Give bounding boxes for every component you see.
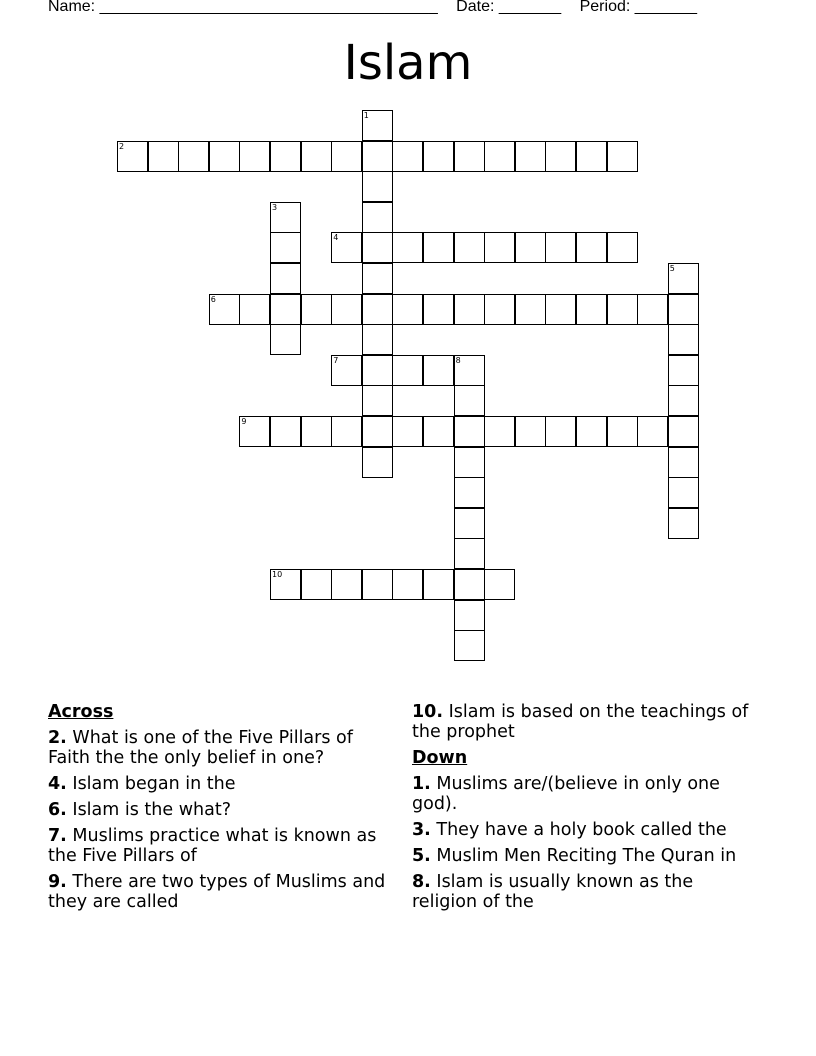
grid-cell[interactable]	[362, 141, 393, 172]
grid-cell[interactable]	[239, 141, 270, 172]
grid-cell[interactable]	[668, 477, 699, 508]
clue-number-label: 3	[272, 202, 278, 212]
across-heading: Across	[48, 702, 114, 722]
clue-number-label: 5	[669, 264, 675, 273]
grid-cell[interactable]	[209, 141, 240, 172]
clue-number-label: 6	[210, 294, 216, 304]
grid-cell[interactable]	[362, 385, 393, 416]
grid-cell[interactable]	[362, 324, 393, 355]
puzzle-title: Islam	[343, 35, 473, 91]
grid-cell[interactable]	[178, 141, 209, 172]
clue-across-10: 10. Islam is based on the teachings of the prophet	[412, 702, 749, 742]
clue-across-9: 9. There are two types of Muslims and they are called	[48, 872, 386, 912]
grid-cell[interactable]	[576, 294, 607, 325]
grid-cell[interactable]	[331, 141, 362, 172]
grid-cell[interactable]	[331, 294, 362, 325]
grid-cell[interactable]	[331, 232, 362, 263]
grid-cell[interactable]	[270, 416, 301, 447]
grid-cell[interactable]	[362, 171, 393, 202]
grid-cell[interactable]	[331, 355, 362, 386]
grid-cell[interactable]	[515, 294, 546, 325]
grid-cell[interactable]	[239, 416, 270, 447]
grid-cell[interactable]	[515, 141, 546, 172]
grid-cell[interactable]	[668, 294, 699, 325]
grid-cell[interactable]	[301, 294, 332, 325]
grid-cell[interactable]	[362, 294, 393, 325]
grid-cell[interactable]	[362, 355, 393, 386]
grid-cell[interactable]	[454, 508, 485, 539]
grid-cell[interactable]	[454, 477, 485, 508]
clue-number-label: 4	[333, 233, 339, 243]
grid-cell[interactable]	[270, 263, 301, 294]
clue-down-1: 1. Muslims are/(believe in only one god).	[412, 774, 720, 814]
grid-cell[interactable]	[392, 355, 423, 386]
clue-number-label: 9	[241, 417, 247, 426]
grid-cell[interactable]	[392, 416, 423, 447]
grid-cell[interactable]	[668, 263, 699, 294]
grid-cell[interactable]	[270, 294, 301, 325]
grid-cell[interactable]	[454, 355, 485, 386]
grid-cell[interactable]	[423, 355, 454, 386]
clue-across-6: 6. Islam is the what?	[48, 800, 231, 820]
grid-cell[interactable]	[270, 232, 301, 263]
grid-cell[interactable]	[515, 416, 546, 447]
grid-cell[interactable]	[423, 294, 454, 325]
grid-cell[interactable]	[484, 416, 515, 447]
grid-cell[interactable]	[270, 569, 301, 600]
grid-cell[interactable]	[423, 141, 454, 172]
grid-cell[interactable]	[362, 569, 393, 600]
grid-cell[interactable]	[576, 141, 607, 172]
grid-cell[interactable]	[484, 569, 515, 600]
grid-cell[interactable]	[239, 294, 270, 325]
grid-cell[interactable]	[484, 141, 515, 172]
grid-cell[interactable]	[454, 232, 485, 263]
grid-cell[interactable]	[148, 141, 179, 172]
grid-cell[interactable]	[484, 232, 515, 263]
grid-cell[interactable]	[117, 141, 148, 172]
grid-cell[interactable]	[454, 447, 485, 478]
grid-cell[interactable]	[668, 447, 699, 478]
down-heading: Down	[412, 748, 468, 768]
clue-number-label: 2	[119, 141, 125, 151]
grid-cell[interactable]	[668, 324, 699, 355]
grid-cell[interactable]	[454, 538, 485, 569]
name-field[interactable]: Name: ______________________________________	[48, 0, 438, 15]
grid-cell[interactable]	[668, 508, 699, 539]
grid-cell[interactable]	[301, 141, 332, 172]
grid-cell[interactable]	[454, 600, 485, 631]
grid-cell[interactable]	[362, 416, 393, 447]
clue-number-label: 10	[272, 570, 283, 579]
grid-cell[interactable]	[607, 294, 638, 325]
grid-cell[interactable]	[423, 232, 454, 263]
grid-cell[interactable]	[392, 294, 423, 325]
grid-cell[interactable]	[454, 630, 485, 661]
clues-right-column	[412, 702, 762, 918]
grid-cell[interactable]	[270, 202, 301, 233]
grid-cell[interactable]	[362, 447, 393, 478]
grid-cell[interactable]	[362, 110, 393, 141]
grid-cell[interactable]	[607, 232, 638, 263]
clue-number-label: 8	[455, 355, 461, 365]
grid-cell[interactable]	[331, 569, 362, 600]
period-field[interactable]: Period: _______	[579, 0, 698, 15]
grid-cell[interactable]	[362, 263, 393, 294]
grid-cell[interactable]	[545, 294, 576, 325]
clue-across-7: 7. Muslims practice what is known as the Five Pillars of	[48, 826, 377, 866]
grid-cell[interactable]	[545, 141, 576, 172]
clue-down-8: 8. Islam is usually known as the religion of the	[412, 872, 694, 912]
grid-cell[interactable]	[270, 324, 301, 355]
grid-cell[interactable]	[454, 294, 485, 325]
clue-down-5: 5. Muslim Men Reciting The Quran in	[412, 846, 737, 866]
grid-cell[interactable]	[668, 416, 699, 447]
grid-cell[interactable]	[515, 232, 546, 263]
clue-down-3: 3. They have a holy book called the	[412, 820, 727, 840]
grid-cell[interactable]	[607, 416, 638, 447]
grid-cell[interactable]	[362, 202, 393, 233]
grid-cell[interactable]	[484, 294, 515, 325]
clue-across-2: 2. What is one of the Five Pillars of Faith the the only belief in one?	[48, 728, 353, 768]
grid-cell[interactable]	[454, 569, 485, 600]
clues-left-column	[48, 702, 393, 918]
clue-across-4: 4. Islam began in the	[48, 774, 236, 794]
grid-cell[interactable]	[545, 232, 576, 263]
grid-cell[interactable]	[423, 416, 454, 447]
grid-cell[interactable]	[637, 294, 668, 325]
grid-cell[interactable]	[301, 569, 332, 600]
grid-cell[interactable]	[576, 232, 607, 263]
grid-cell[interactable]	[331, 416, 362, 447]
grid-cell[interactable]	[423, 569, 454, 600]
grid-cell[interactable]	[454, 385, 485, 416]
grid-cell[interactable]	[607, 141, 638, 172]
grid-cell[interactable]	[392, 141, 423, 172]
grid-cell[interactable]	[362, 232, 393, 263]
grid-cell[interactable]	[392, 232, 423, 263]
grid-cell[interactable]	[454, 416, 485, 447]
grid-cell[interactable]	[454, 141, 485, 172]
grid-cell[interactable]	[637, 416, 668, 447]
grid-cell[interactable]	[668, 385, 699, 416]
grid-cell[interactable]	[209, 294, 240, 325]
grid-cell[interactable]	[301, 416, 332, 447]
clue-number-label: 7	[333, 355, 339, 365]
grid-cell[interactable]	[668, 355, 699, 386]
grid-cell[interactable]	[545, 416, 576, 447]
clue-number-label: 1	[363, 111, 369, 120]
grid-cell[interactable]	[270, 141, 301, 172]
date-field[interactable]: Date: _______	[456, 0, 562, 15]
grid-cell[interactable]	[576, 416, 607, 447]
grid-cell[interactable]	[392, 569, 423, 600]
